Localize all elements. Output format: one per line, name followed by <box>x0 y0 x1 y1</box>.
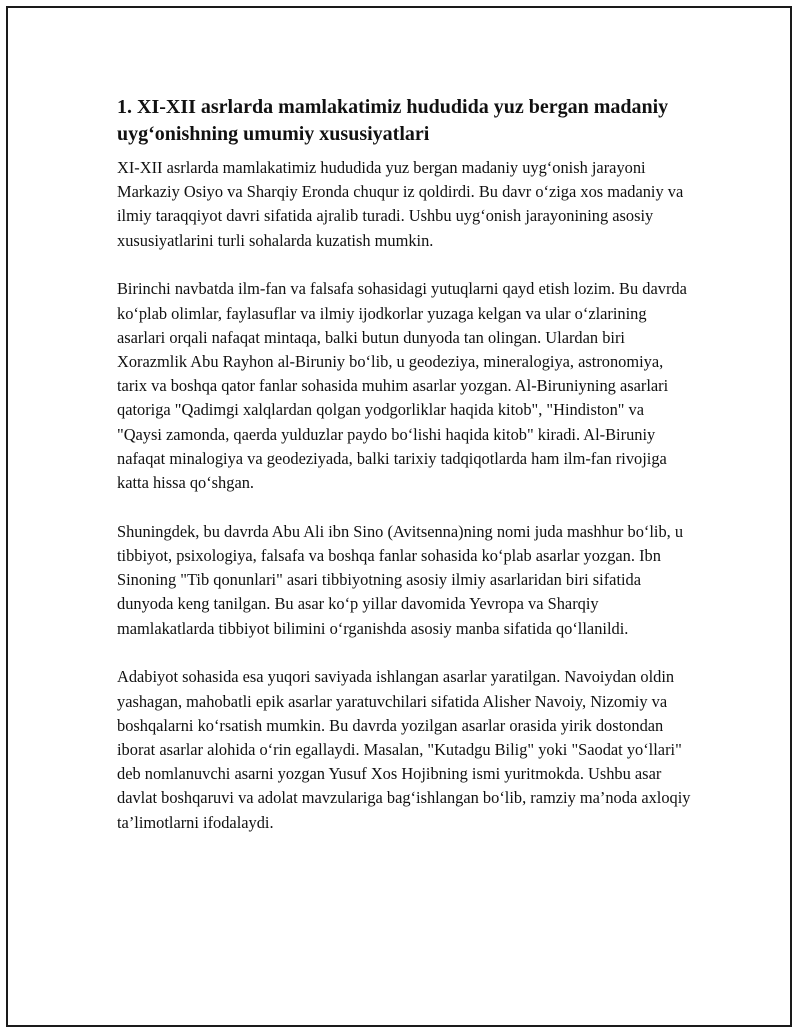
paragraph-intro: XI-XII asrlarda mamlakatimiz hududida yuz bergan madaniy uyg‘onish jarayoni Markaziy Osiyo va Sharqiy Eronda chuqur iz qoldirdi. Bu davr o‘ziga xos madaniy va ilmiy taraqqiyot davri sifatida ajralib turadi. Ushbu uyg‘onish jarayonining asosiy xususiyatlarini turli sohalarda kuzatish mumkin. <box>117 158 684 250</box>
document-body <box>117 94 693 859</box>
section-heading: 1. XI-XII asrlarda mamlakatimiz hududida yuz bergan madaniy uyg‘onishning umumiy xususiyatlari <box>117 96 669 145</box>
paragraph-literature: Adabiyot sohasida esa yuqori saviyada ishlangan asarlar yaratilgan. Navoiydan oldin yashagan, mahobatli epik asarlar yaratuvchilari sifatida Alisher Navoiy, Nizomiy va boshqalarni ko‘rsatish mumkin. Bu davrda yozilgan asarlar orasida yirik dostondan iborat asarlar alohida o‘rin egallaydi. Masalan, "Kutadgu Bilig" yoki "Saodat yo‘llari" deb nomlanuvchi asarni yozgan Yusuf Xos Hojibning ismi yuritmokda. Ushbu asar davlat boshqaruvi va adolat mavzulariga bag‘ishlangan bo‘lib, ramziy ma’noda axloqiy ta’limotlarni ifodalaydi. <box>117 667 691 832</box>
paragraph-ibn-sino: Shuningdek, bu davrda Abu Ali ibn Sino (Avitsenna)ning nomi juda mashhur bo‘lib, u tibbiyot, psixologiya, falsafa va boshqa fanlar sohasida ko‘plab asarlar yozgan. Ibn Sinoning "Tib qonunlari" asari tibbiyotning asosiy ilmiy asarlaridan biri sifatida dunyoda keng tanilgan. Bu asar ko‘p yillar davomida Yevropa va Sharqiy mamlakatlarda tibbiyot bilimini o‘rganishda asosiy manba sifatida qo‘llanildi. <box>117 521 684 638</box>
paragraph-science: Birinchi navbatda ilm-fan va falsafa sohasidagi yutuqlarni qayd etish lozim. Bu davrda ko‘plab olimlar, faylasuflar va ilmiy ijodkorlar yuzaga kelgan va ular o‘zlarining asarlari orqali nafaqat mintaqa, balki butun dunyoda tan olingan. Ulardan biri Xorazmlik Abu Rayhon al-Biruniy bo‘lib, u geodeziya, mineralogiya, astronomiya, tarix va boshqa qator fanlar sohasida muhim asarlar yozgan. Al-Biruniyning asarlari qatoriga "Qadimgi xalqlardan qolgan yodgorliklar haqida kitob", "Hindiston" va "Qaysi zamonda, qaerda yulduzlar paydo bo‘lishi haqida kitob" kiradi. Al-Biruniy nafaqat minalogiya va geodeziyada, balki tarixiy tadqiqotlarda ham ilm-fan rivojiga katta hissa qo‘shgan. <box>117 279 687 493</box>
